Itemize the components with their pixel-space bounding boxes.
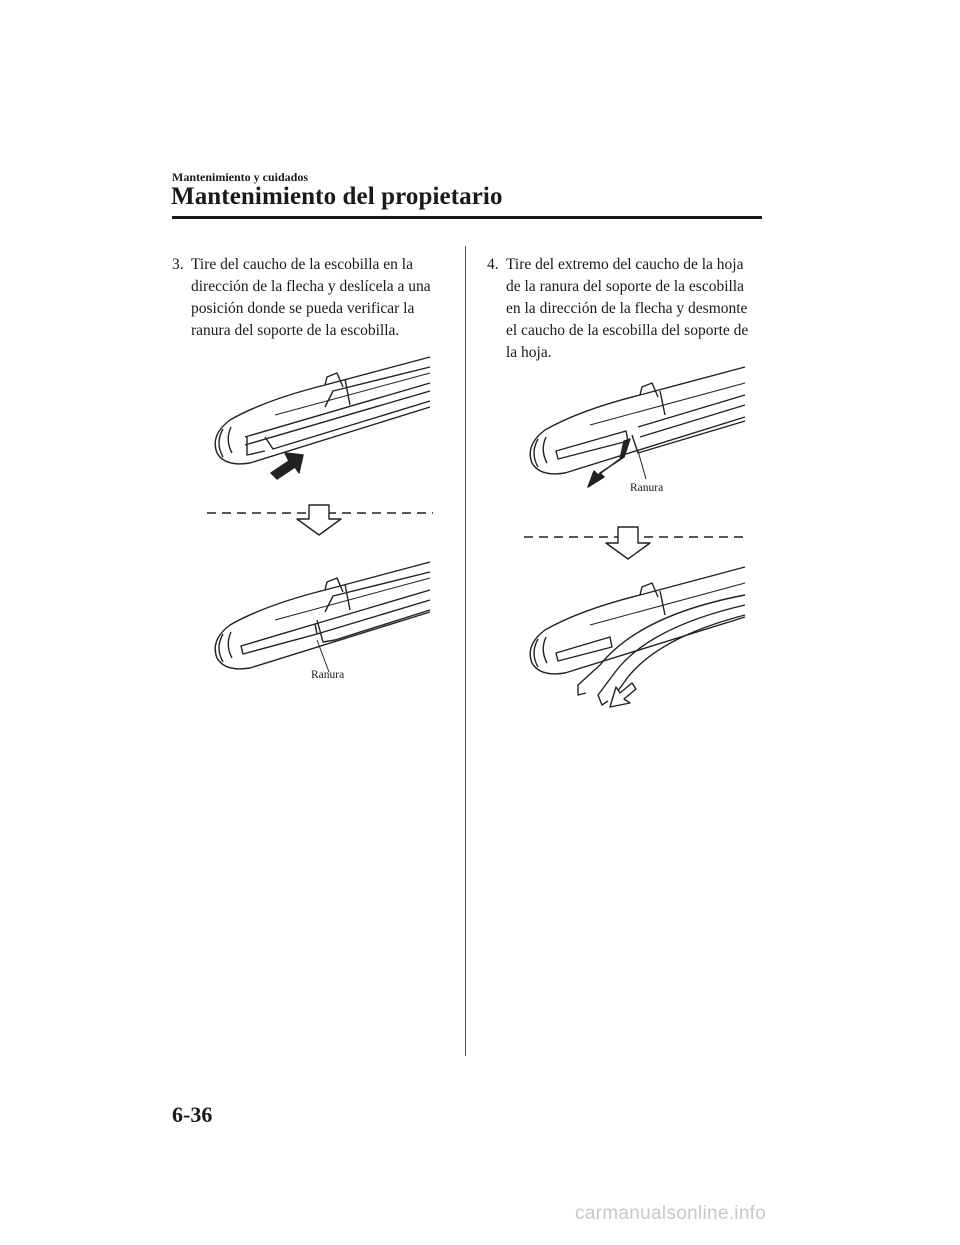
title-rule (172, 216, 762, 219)
wiper-blade-bottom (215, 562, 430, 672)
next-step-arrow (297, 505, 341, 535)
page-title: Mantenimiento del propietario (171, 183, 503, 210)
section-label: Mantenimiento y cuidados (172, 170, 309, 184)
groove-callout-right: Ranura (630, 482, 664, 494)
step-number: 3. (172, 256, 184, 273)
groove-callout-left: Ranura (311, 669, 345, 681)
step-line: ranura del soporte de la escobilla. (191, 322, 400, 339)
pull-arrow (271, 453, 303, 479)
step-line: Tire del extremo del caucho de la hoja (506, 256, 744, 273)
step-line: en la dirección de la flecha y desmonte (506, 300, 748, 317)
step-number: 4. (487, 256, 499, 273)
wiper-blade-bottom (530, 567, 745, 705)
page-number: 6-36 (172, 1102, 213, 1127)
next-step-arrow (606, 527, 650, 559)
wiper-illustration-step-3 (205, 345, 435, 675)
watermark: carmanualsonline.info (575, 1203, 767, 1224)
wiper-illustration-step-4 (520, 365, 752, 725)
step-line: la hoja. (506, 344, 552, 361)
step-line: dirección de la flecha y deslícela a una (191, 278, 431, 295)
step-text (191, 254, 431, 342)
step-line: Tire del caucho de la escobilla en la (191, 256, 413, 273)
step-line: de la ranura del soporte de la escobilla (506, 278, 744, 295)
step-line: posición donde se pueda verificar la (191, 300, 415, 317)
step-text (506, 254, 748, 364)
step-line: el caucho de la escobilla del soporte de (506, 322, 749, 339)
wiper-blade-top (530, 367, 745, 479)
column-divider (465, 246, 466, 1056)
detach-arrow (610, 683, 636, 707)
wiper-blade-top (215, 357, 430, 464)
